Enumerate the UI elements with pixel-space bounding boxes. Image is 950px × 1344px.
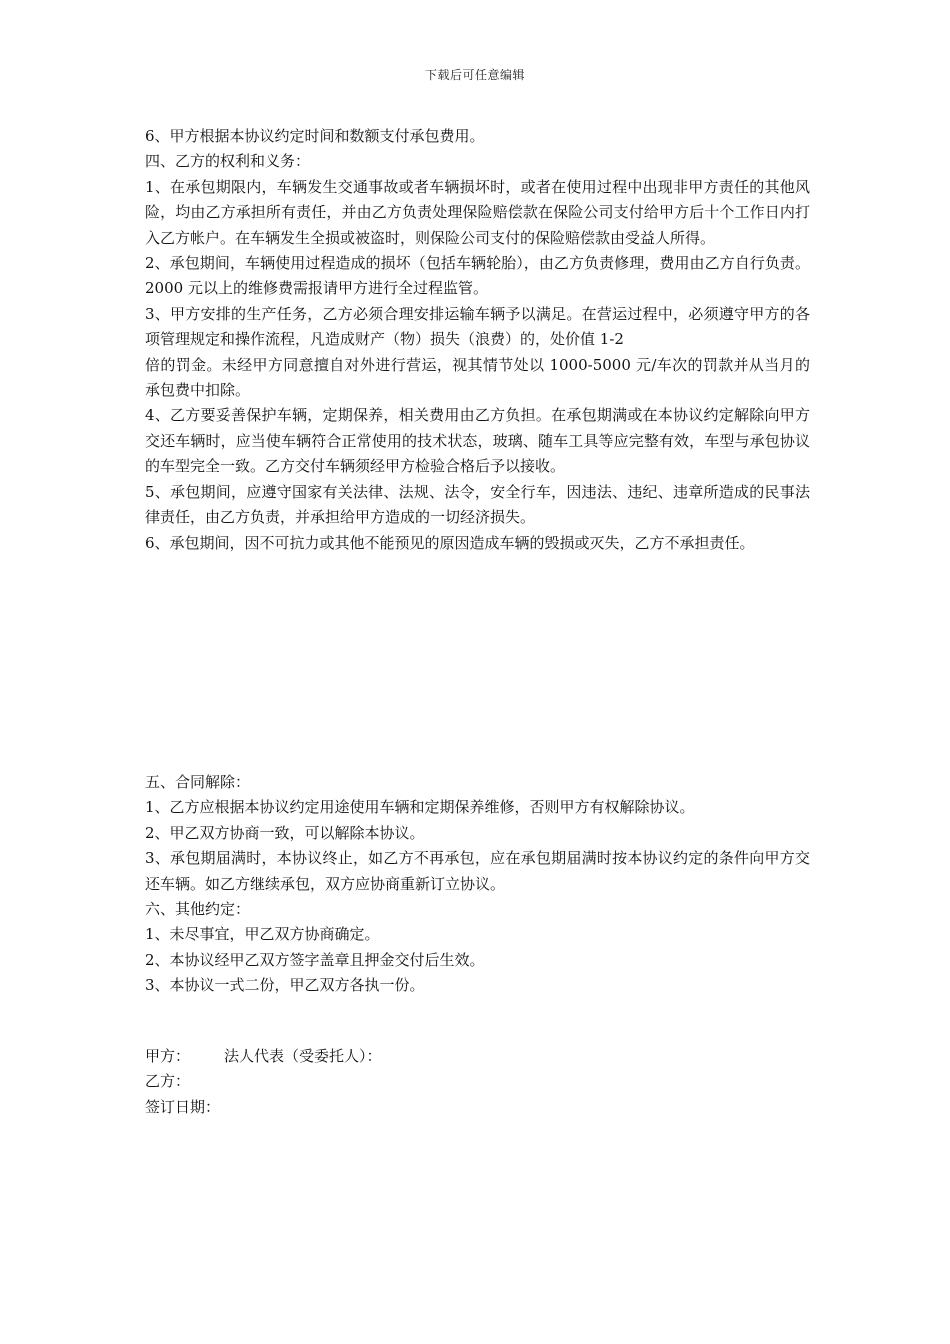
- paragraph: 1、乙方应根据本协议约定用途使用车辆和定期保养维修，否则甲方有权解除协议。: [145, 798, 695, 817]
- paragraph: 4、乙方要妥善保护车辆，定期保养，相关费用由乙方负担。在承包期满或在本协议约定解除向甲方交还车辆时，应当使车辆符合正常使用的技术状态，玻璃、随车工具等应完整有效，车型与承包协议的车型完全一致。乙方交付车辆须经甲方检验合格后予以接收。: [145, 406, 810, 476]
- legal-rep-label: 法人代表（受委托人）：: [224, 1047, 382, 1065]
- signature-block: [145, 1044, 810, 1120]
- paragraph: 1、未尽事宜，甲乙双方协商确定。: [145, 925, 380, 944]
- paragraph: 3、承包期届满时，本协议终止，如乙方不再承包，应在承包期届满时按本协议约定的条件向甲方交还车辆。如乙方继续承包，双方应协商重新订立协议。: [145, 849, 810, 893]
- paragraph: 2、承包期间，车辆使用过程造成的损坏（包括车辆轮胎），由乙方负责修理，费用由乙方自行负责。2000 元以上的维修费需报请甲方进行全过程监管。: [145, 254, 810, 298]
- signature-line-party-a: [145, 1044, 810, 1069]
- paragraph: 3、本协议一式二份，甲乙双方各执一份。: [145, 976, 425, 995]
- section-heading: 五、合同解除：: [145, 773, 251, 791]
- paragraph: 6、甲方根据本协议约定时间和数额支付承包费用。: [145, 127, 485, 145]
- section-heading: 六、其他约定：: [145, 900, 251, 919]
- paragraph: 6、承包期间，因不可抗力或其他不能预见的原因造成车辆的毁损或灭失，乙方不承担责任。: [145, 533, 755, 552]
- paragraph: 1、在承包期限内，车辆发生交通事故或者车辆损坏时，或者在使用过程中出现非甲方责任的其他风险，均由乙方承担所有责任，并由乙方负责处理保险赔偿款在保险公司支付给甲方后十个工作日内打入乙方帐户。在车辆发生全损或被盗时，则保险公司支付的保险赔偿款由受益人所得。: [145, 177, 810, 247]
- sign-date-label: 签订日期：: [145, 1097, 221, 1116]
- section-rights-obligations: [145, 124, 810, 556]
- paragraph: 倍的罚金。未经甲方同意擅自对外进行营运，视其情节处以 1000-5000 元/车次的罚款并从当月的承包费中扣除。: [145, 355, 810, 400]
- party-b-label: 乙方：: [145, 1072, 191, 1091]
- paragraph: 5、承包期间，应遵守国家有关法律、法规、法令，安全行车，因违法、违纪、违章所造成的民事法律责任，由乙方负责，并承担给甲方造成的一切经济损失。: [145, 482, 810, 527]
- party-a-label: 甲方：: [145, 1047, 191, 1065]
- page-header: 下载后可任意编辑: [424, 68, 525, 82]
- paragraph: 2、本协议经甲乙双方签字盖章且押金交付后生效。: [145, 950, 485, 969]
- section-heading: 四、乙方的权利和义务：: [145, 152, 311, 171]
- paragraph: 2、甲乙双方协商一致，可以解除本协议。: [145, 823, 425, 842]
- paragraph: 3、甲方安排的生产任务，乙方必须合理安排运输车辆予以满足。在营运过程中，必须遵守甲方的各项管理规定和操作流程，凡造成财产（物）损失（浪费）的，处价值 1-2: [145, 304, 810, 349]
- section-termination-other: [145, 770, 810, 999]
